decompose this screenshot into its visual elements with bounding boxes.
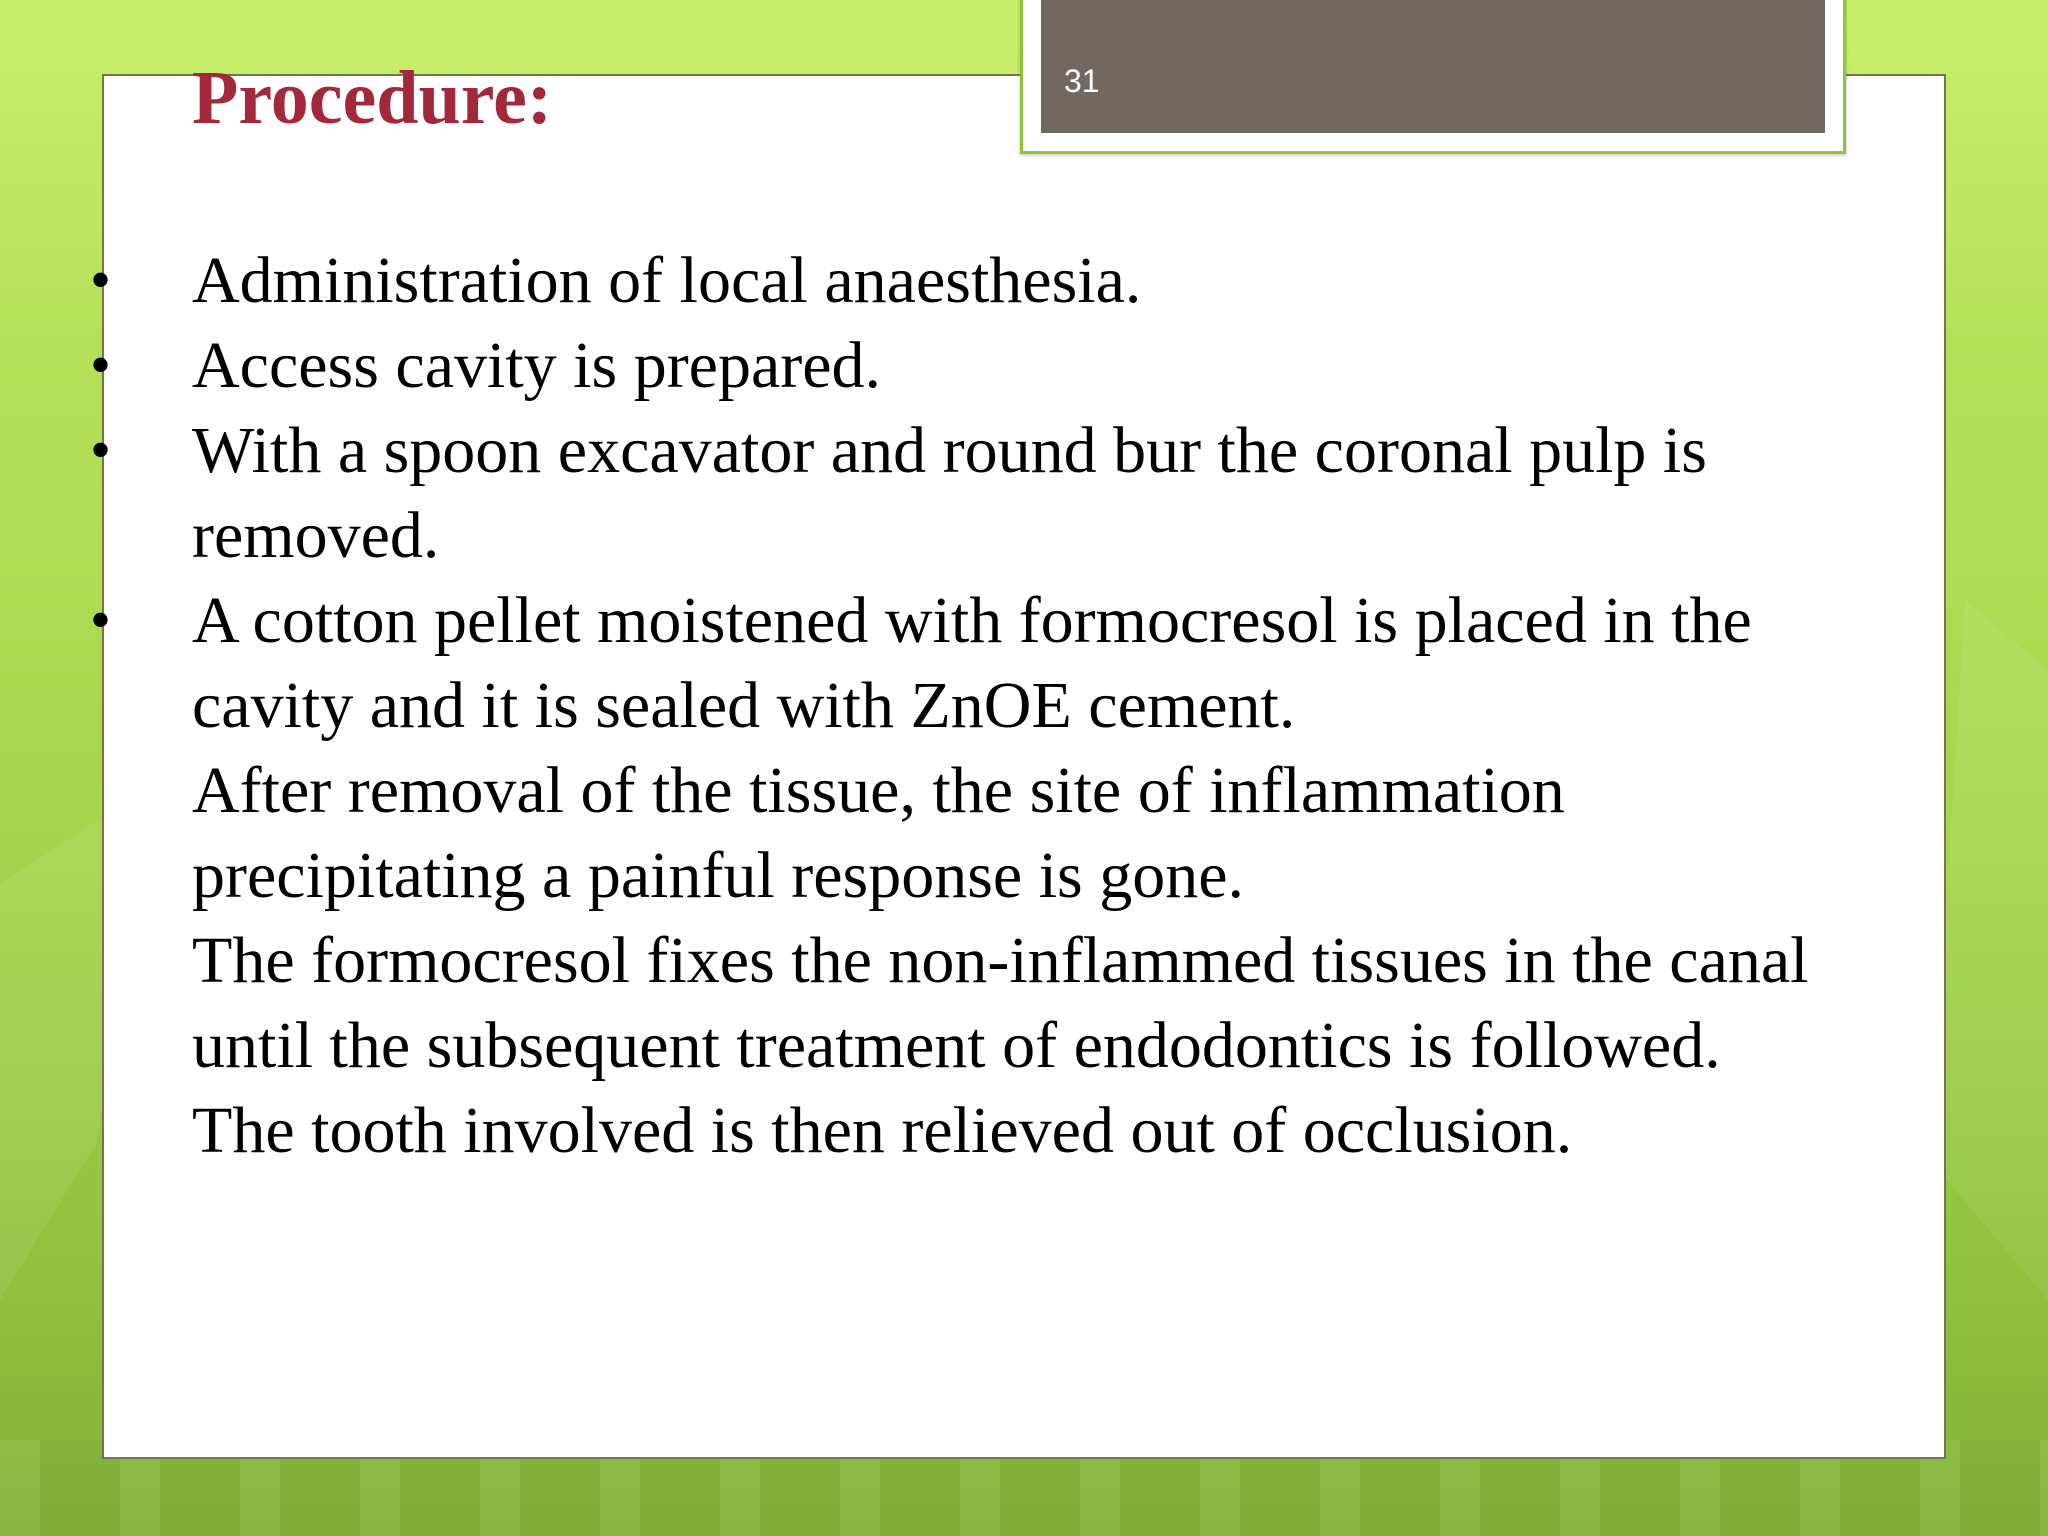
slide-number-tab-fill — [1041, 0, 1825, 133]
list-item-line: cavity and it is sealed with ZnOE cement. — [192, 669, 1296, 742]
list-item-line: The formocresol fixes the non-inflammed tissues in the canal — [192, 924, 1809, 997]
bullet-icon: • — [90, 417, 112, 483]
list-item — [192, 748, 1932, 918]
bullet-icon: • — [90, 587, 112, 653]
bullet-icon: • — [90, 332, 112, 398]
list-item — [90, 238, 1932, 323]
background-facet — [1930, 600, 2048, 1300]
list-item — [90, 323, 1932, 408]
list-item-line: Access cavity is prepared. — [192, 329, 882, 402]
list-item-line: precipitating a painful response is gone. — [192, 839, 1245, 912]
list-item-line: removed. — [192, 499, 440, 572]
list-item — [192, 1088, 1932, 1173]
list-item-line: Administration of local anaesthesia. — [192, 244, 1142, 317]
list-item — [192, 918, 1932, 1088]
list-item-line: The tooth involved is then relieved out of occlusion. — [192, 1094, 1573, 1167]
bullet-icon: • — [90, 247, 112, 313]
slide-title: Procedure: — [192, 56, 553, 140]
list-item-line: With a spoon excavator and round bur the coronal pulp is — [192, 414, 1707, 487]
list-item-line: until the subsequent treatment of endodontics is followed. — [192, 1009, 1721, 1082]
list-item — [90, 408, 1932, 578]
list-item-line: A cotton pellet moistened with formocresol is placed in the — [192, 584, 1752, 657]
procedure-list — [90, 238, 1932, 1173]
slide-number-tab — [1020, 0, 1846, 154]
list-item-line: After removal of the tissue, the site of inflammation — [192, 754, 1565, 827]
list-item — [90, 578, 1932, 748]
slide-number: 31 — [1064, 63, 1100, 99]
